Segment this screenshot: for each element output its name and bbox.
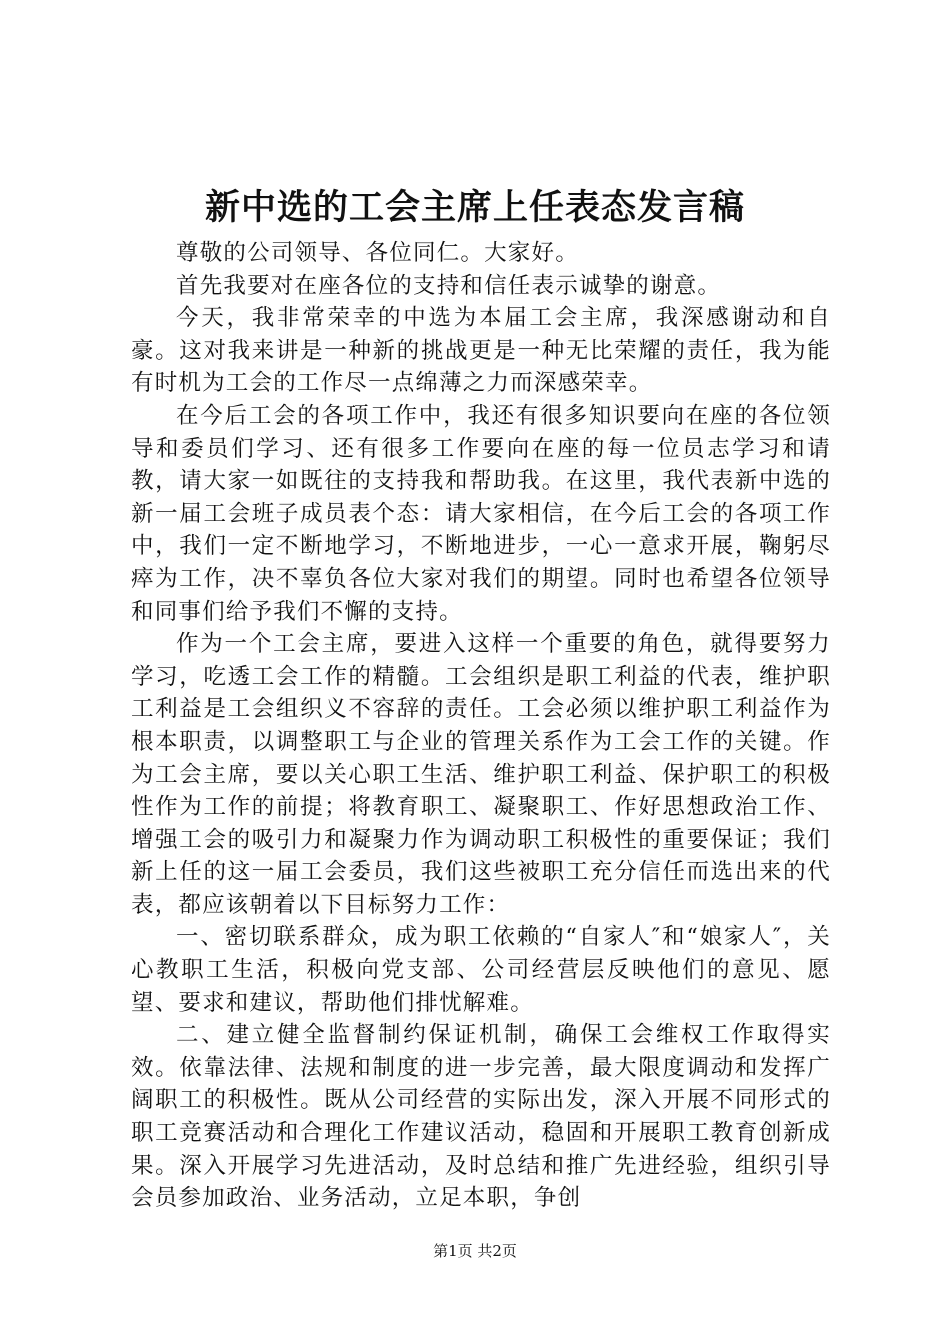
- paragraph-role: 作为一个工会主席，要进入这样一个重要的角色，就得要努力学习，吃透工会工作的精髓。工会组织是职工利益的代表，维护职工利益是工会组织义不容辞的责任。工会必须以维护职工利益作为根本职责，以调整职工与企业的管理关系作为工会工作的关键。作为工会主席，要以关心职工生活、维护职工利益、保护职工的积极性作为工作的前提；将教育职工、凝聚职工、作好思想政治工作、增强工会的吸引力和凝聚力作为调动职工积极性的重要保证；我们新上任的这一届工会委员，我们这些被职工充分信任而选出来的代表，都应该朝着以下目标努力工作：: [131, 631, 831, 918]
- paragraph-greeting: 尊敬的公司领导、各位同仁。大家好。: [176, 240, 579, 266]
- paragraph-honored: 今天，我非常荣幸的中选为本届工会主席，我深感谢动和自豪。这对我来讲是一种新的挑战更是一种无比荣耀的责任，我为能有时机为工会的工作尽一点绵薄之力而深感荣幸。: [131, 305, 831, 397]
- document-body: [131, 237, 831, 1215]
- paragraph-goal-one: 一、密切联系群众，成为职工依赖的“自家人″和“娘家人″，关心教职工生活，积极向党支部、公司经营层反映他们的意见、愿望、要求和建议，帮助他们排忧解难。: [131, 924, 831, 1016]
- document-title: 新中选的工会主席上任表态发言稿: [204, 187, 745, 228]
- paragraph-thanks: 首先我要对在座各位的支持和信任表示诚挚的谢意。: [176, 272, 722, 299]
- paragraph-goal-two: 二、建立健全监督制约保证机制，确保工会维权工作取得实效。依靠法律、法规和制度的进一步完善，最大限度调动和发挥广阔职工的积极性。既从公司经营的实际出发，深入开展不同形式的职工竞赛活动和合理化工作建议活动，稳固和开展职工教育创新成果。深入开展学习先进活动，及时总结和推广先进经验，组织引导会员参加政治、业务活动，立足本职，争创: [131, 1022, 831, 1212]
- paragraph-future-work: 在今后工会的各项工作中，我还有很多知识要向在座的各位领导和委员们学习、还有很多工作要向在座的每一位员志学习和请教，请大家一如既往的支持我和帮助我。在这里，我代表新中选的新一届工会班子成员表个态：请大家相信，在今后工会的各项工作中，我们一定不断地学习，不断地进步，一心一意求开展，鞠躬尽瘁为工作，决不辜负各位大家对我们的期望。同时也希望各位领导和同事们给予我们不懈的支持。: [131, 402, 831, 625]
- page-footer: 第1页 共2页: [433, 1242, 517, 1260]
